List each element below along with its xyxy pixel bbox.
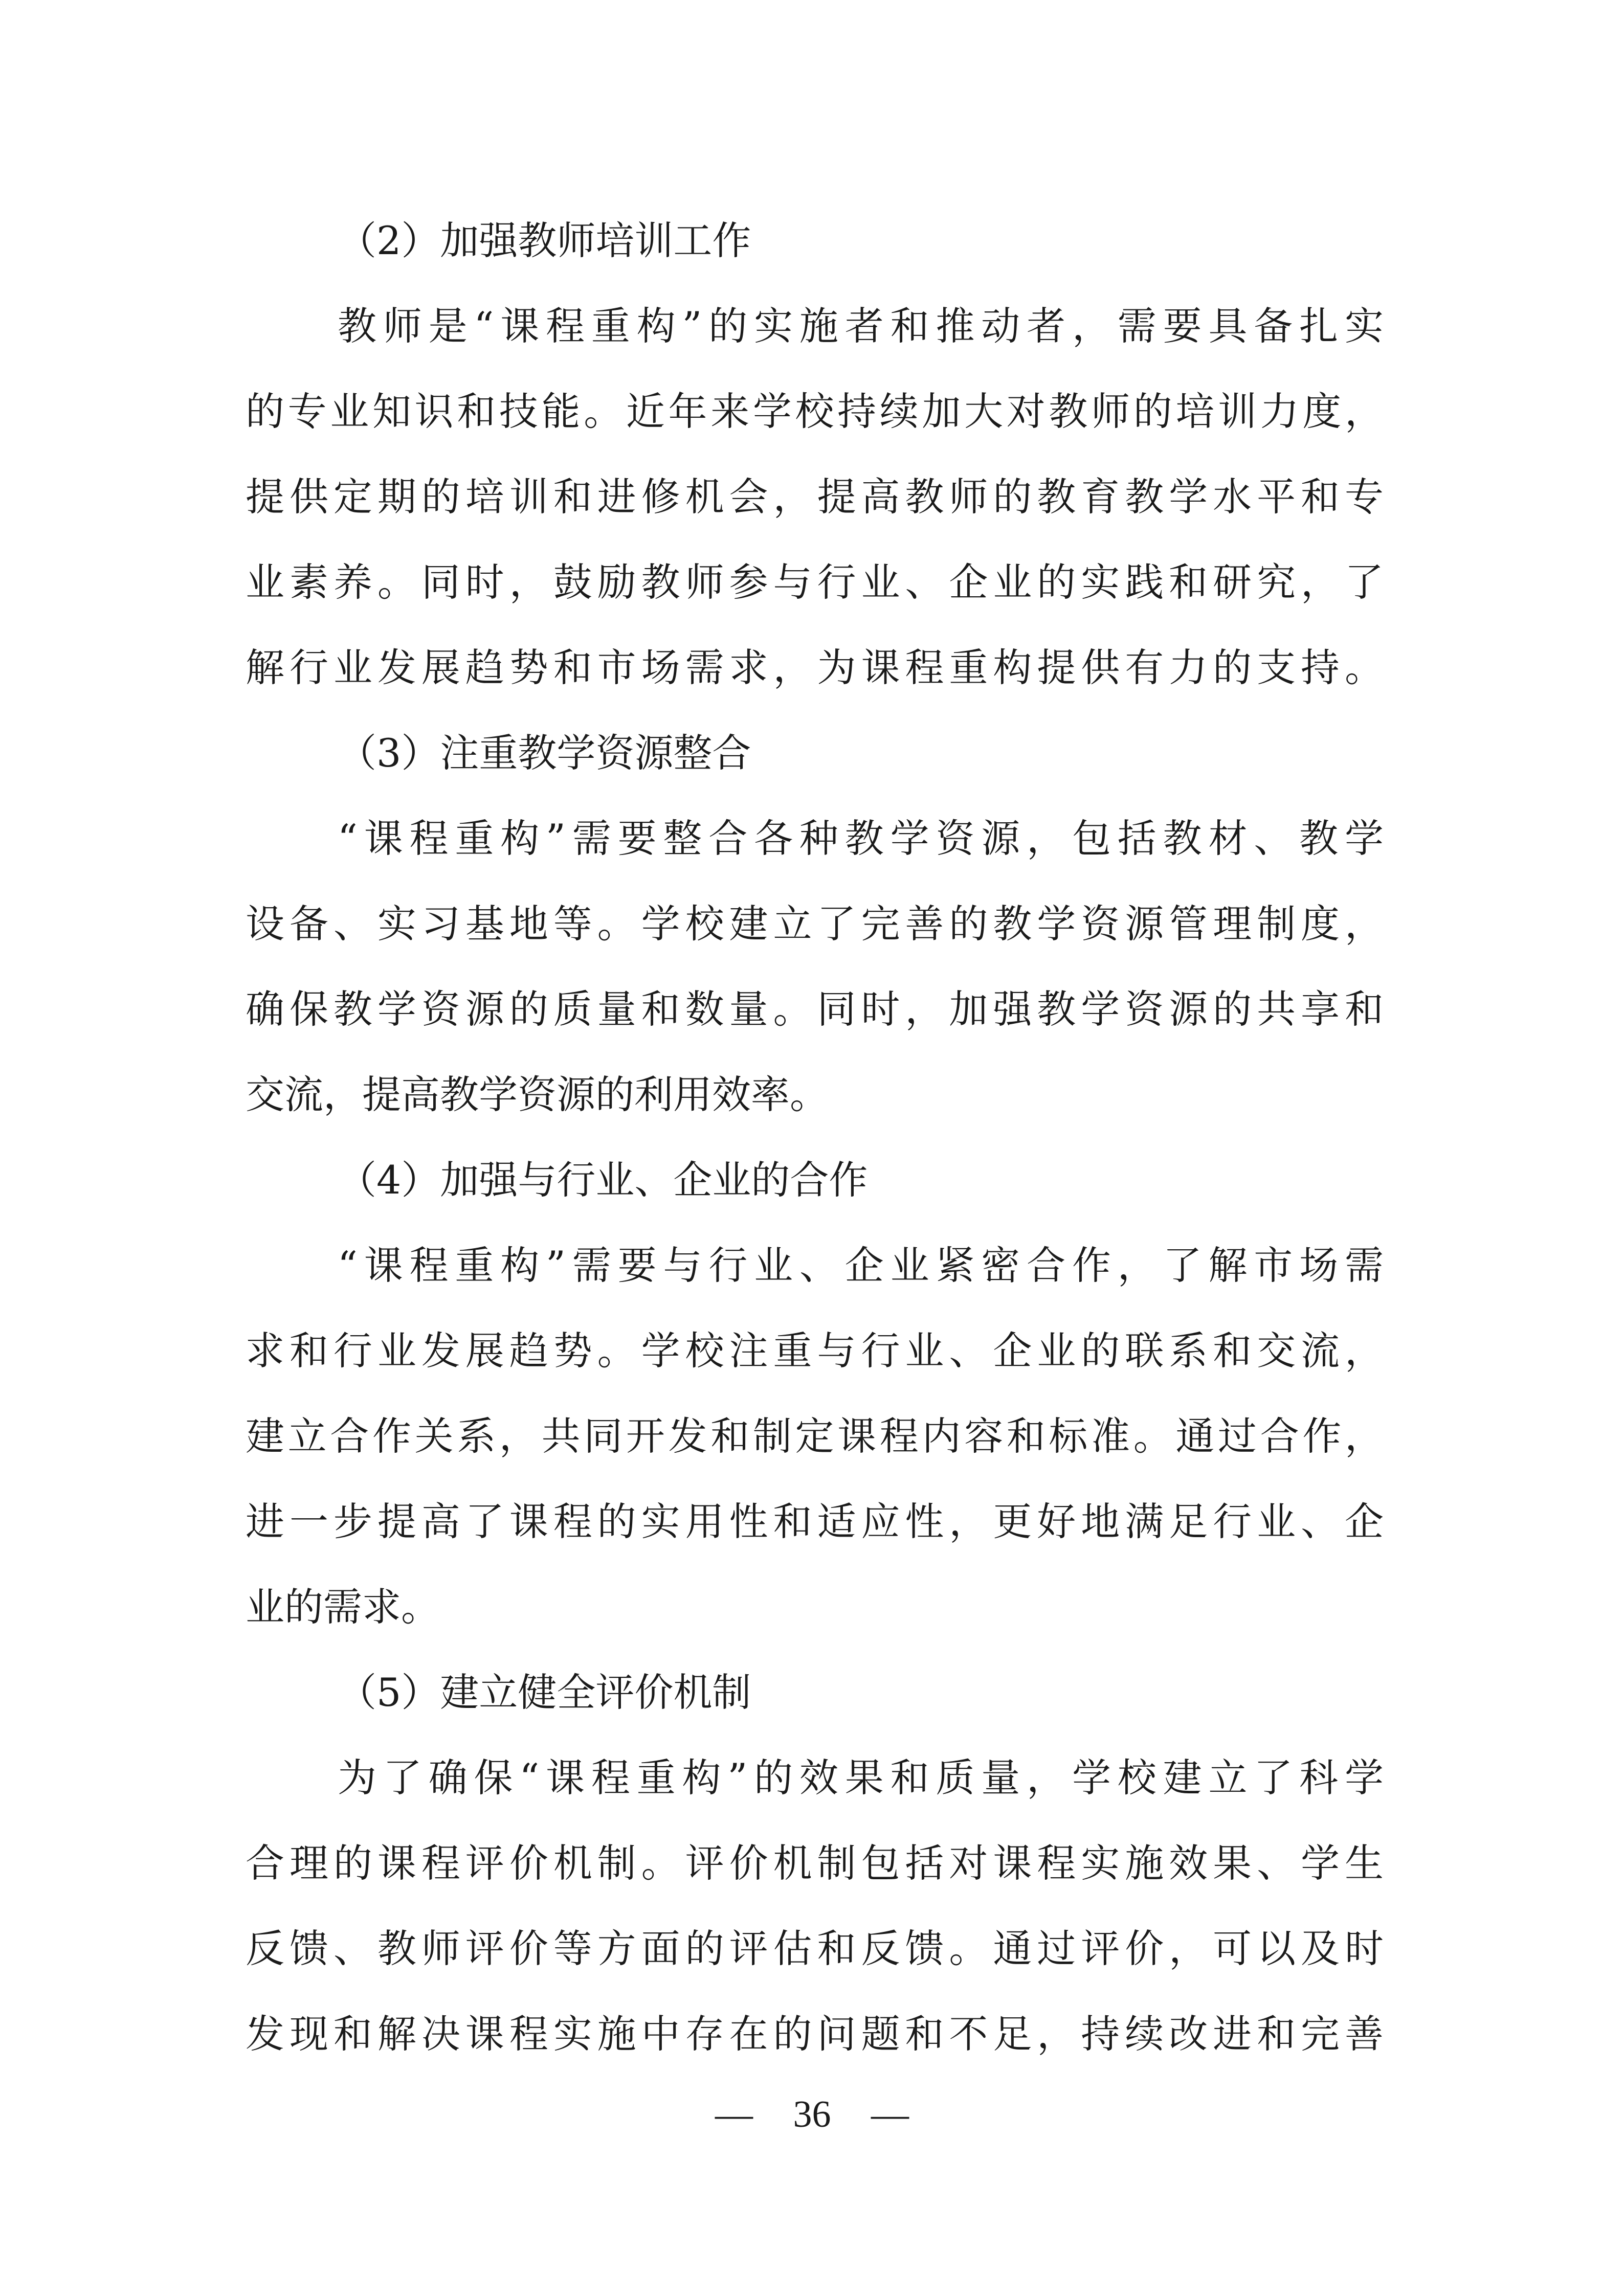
heading-resource-integration: （3）注重教学资源整合 — [338, 730, 751, 776]
paragraph-line: “课程重构”需要与行业、企业紧密合作，了解市场需 — [338, 1243, 1384, 1288]
paragraph-line: 解行业发展趋势和市场需求，为课程重构提供有力的支持。 — [246, 645, 1384, 690]
paragraph-line: 交流，提高教学资源的利用效率。 — [246, 1072, 829, 1117]
paragraph-line: 的专业知识和技能。近年来学校持续加大对教师的培训力度， — [246, 389, 1384, 434]
heading-evaluation-mechanism: （5）建立健全评价机制 — [338, 1670, 751, 1715]
page-footer — [0, 2086, 1624, 2143]
paragraph-line: 进一步提高了课程的实用性和适应性，更好地满足行业、企 — [246, 1499, 1384, 1544]
paragraph-line: 建立合作关系，共同开发和制定课程内容和标准。通过合作， — [246, 1413, 1384, 1459]
heading-industry-cooperation: （4）加强与行业、企业的合作 — [338, 1157, 868, 1203]
paragraph-line: 教师是“课程重构”的实施者和推动者，需要具备扎实 — [338, 303, 1384, 349]
paragraph-line: 反馈、教师评价等方面的评估和反馈。通过评价，可以及时 — [246, 1926, 1384, 1971]
paragraph-line: 合理的课程评价机制。评价机制包括对课程实施效果、学生 — [246, 1840, 1384, 1886]
heading-teacher-training: （2）加强教师培训工作 — [338, 218, 751, 263]
footer-dash-right: — — [871, 2094, 909, 2135]
paragraph-line: 业的需求。 — [246, 1584, 440, 1630]
paragraph-line: “课程重构”需要整合各种教学资源，包括教材、教学 — [338, 816, 1384, 861]
paragraph-line: 提供定期的培训和进修机会，提高教师的教育教学水平和专 — [246, 474, 1384, 520]
paragraph-line: 设备、实习基地等。学校建立了完善的教学资源管理制度， — [246, 901, 1384, 947]
footer-dash-left: — — [715, 2094, 753, 2135]
paragraph-line: 求和行业发展趋势。学校注重与行业、企业的联系和交流， — [246, 1328, 1384, 1374]
paragraph-line: 业素养。同时，鼓励教师参与行业、企业的实践和研究，了 — [246, 559, 1384, 605]
body-text — [246, 210, 1384, 2088]
paragraph-line: 确保教学资源的质量和数量。同时，加强教学资源的共享和 — [246, 986, 1384, 1032]
paragraph-line: 发现和解决课程实施中存在的问题和不足，持续改进和完善 — [246, 2011, 1384, 2057]
page-number: 36 — [793, 2094, 831, 2135]
paragraph-line: 为了确保“课程重构”的效果和质量，学校建立了科学 — [338, 1755, 1384, 1800]
